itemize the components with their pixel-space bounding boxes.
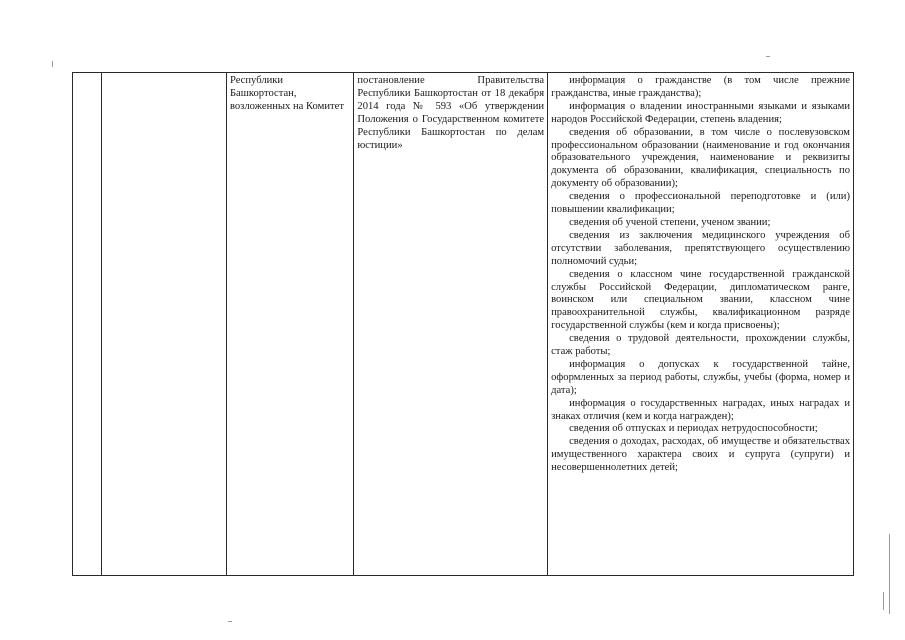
cell-personal-data-list <box>548 73 854 576</box>
cell-number <box>73 73 102 576</box>
data-table <box>72 72 854 576</box>
list-item: сведения из заключения медицинского учреждения об отсутствии заболевания, препятствующего осуществлению полномочий судьи; <box>551 229 850 267</box>
list-item: сведения об отпусках и периодах нетрудоспособности; <box>569 423 818 435</box>
cell-organization: Республики Башкортостан, возложенных на Комитет <box>226 73 353 576</box>
list-item: сведения об образовании, в том числе о послевузовском профессиональном образовании (наименование и год окончания образовательного учреждения, наименование и реквизиты документа об образовании, квалификация, специальность по документу об образовании); <box>551 126 850 190</box>
list-item: сведения о классном чине государственной гражданской службы Российской Федерации, дипломатическом ранге, воинском или специальном звании, классном чине правоохранительной службы, квалификационном разряде государственной службы (кем и когда присвоены); <box>551 268 850 332</box>
list-item: сведения о трудовой деятельности, прохождении службы, стаж работы; <box>551 333 850 358</box>
list-item: информация о владении иностранными языками и языками народов Российской Федерации, степень владения; <box>551 100 850 125</box>
scan-mark <box>52 61 53 67</box>
table-row <box>73 73 854 576</box>
list-item: сведения о доходах, расходах, об имуществе и обязательствах имущественного характера своих и супруга (супруги) и несовершеннолетних детей; <box>551 436 850 474</box>
scan-mark <box>228 621 232 622</box>
cell-category <box>101 73 226 576</box>
list-item: информация о допусках к государственной тайне, оформленных за период работы, службы, учебы (форма, номер и дата); <box>551 358 850 396</box>
list-item: сведения об ученой степени, ученом звании; <box>569 216 771 228</box>
scan-mark <box>766 56 770 57</box>
list-item: информация о гражданстве (в том числе прежние гражданства, иные гражданства); <box>551 75 850 99</box>
list-item: сведения о профессиональной переподготовке и (или) повышении квалификации; <box>551 191 850 216</box>
scan-mark <box>883 592 884 610</box>
list-item: информация о государственных наградах, иных наградах и знаках отличия (кем и когда награжден); <box>551 397 850 422</box>
cell-legal-basis: постановление Правительства Республики Башкортостан от 18 декабря 2014 года № 593 «Об утверждении Положения о Государственном комитете Республики Башкортостан по делам юстиции» <box>354 73 548 576</box>
scan-mark <box>889 534 890 614</box>
